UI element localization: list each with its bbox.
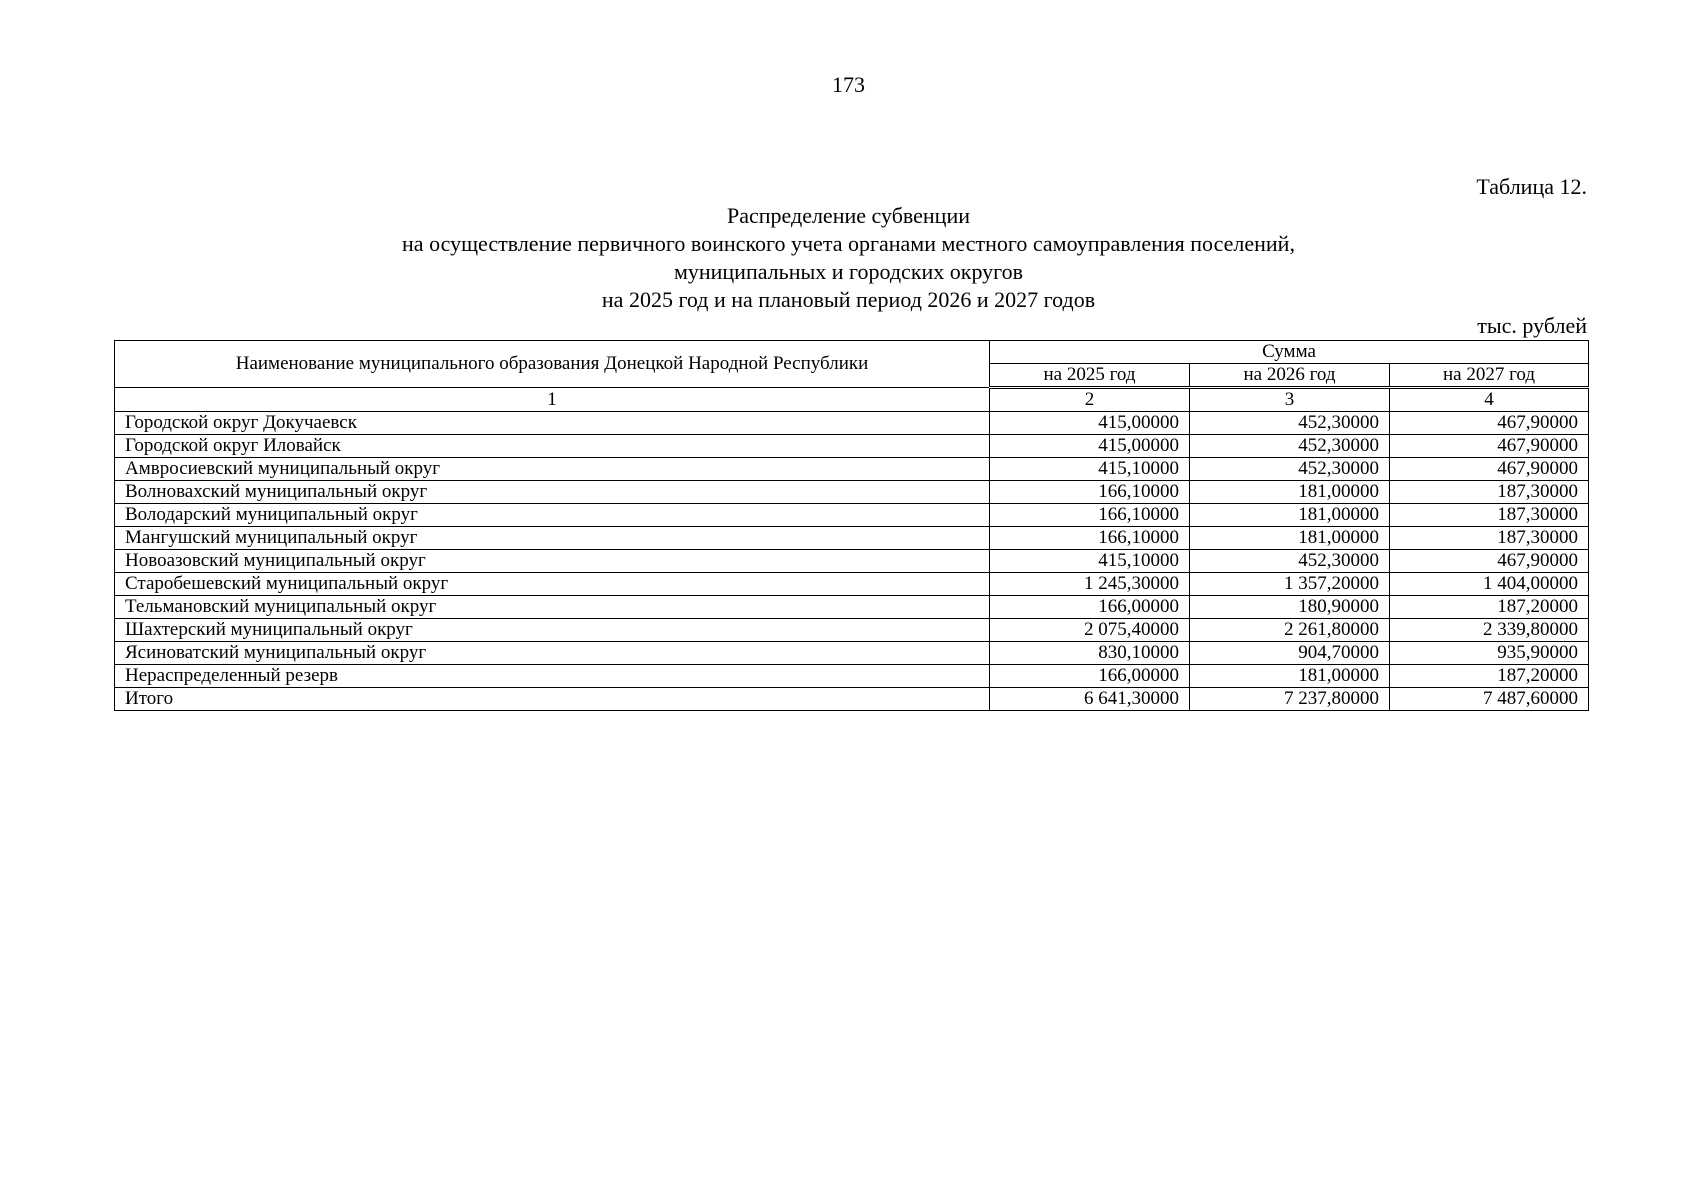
amount-cell: 181,00000 — [1190, 504, 1390, 527]
amount-cell: 7 487,60000 — [1390, 688, 1589, 711]
amount-cell: 181,00000 — [1190, 527, 1390, 550]
amount-cell: 187,30000 — [1390, 504, 1589, 527]
table-row — [115, 481, 1589, 504]
title-line: Распределение субвенции — [726, 203, 971, 228]
table-row — [115, 573, 1589, 596]
column-number: 4 — [1390, 388, 1589, 412]
municipality-name-cell: Нераспределенный резерв — [115, 665, 990, 688]
amount-cell: 415,00000 — [990, 435, 1190, 458]
header-year-2026: на 2026 год — [1190, 364, 1390, 388]
table-row — [115, 688, 1589, 711]
amount-cell: 166,00000 — [990, 665, 1190, 688]
amount-cell: 2 075,40000 — [990, 619, 1190, 642]
amount-cell: 904,70000 — [1190, 642, 1390, 665]
municipality-name-cell: Шахтерский муниципальный округ — [115, 619, 990, 642]
amount-cell: 2 261,80000 — [1190, 619, 1390, 642]
distribution-table-wrapper — [114, 340, 1588, 711]
amount-cell: 467,90000 — [1390, 458, 1589, 481]
municipality-name-cell: Ясиноватский муниципальный округ — [115, 642, 990, 665]
amount-cell: 181,00000 — [1190, 481, 1390, 504]
table-row — [115, 504, 1589, 527]
amount-cell: 187,30000 — [1390, 527, 1589, 550]
amount-cell: 166,00000 — [990, 596, 1190, 619]
amount-cell: 180,90000 — [1190, 596, 1390, 619]
amount-cell: 1 357,20000 — [1190, 573, 1390, 596]
amount-cell: 187,20000 — [1390, 665, 1589, 688]
amount-cell: 467,90000 — [1390, 412, 1589, 435]
amount-cell: 452,30000 — [1190, 412, 1390, 435]
amount-cell: 166,10000 — [990, 527, 1190, 550]
amount-cell: 467,90000 — [1390, 435, 1589, 458]
header-year-2027: на 2027 год — [1390, 364, 1589, 388]
amount-cell: 1 404,00000 — [1390, 573, 1589, 596]
column-number: 2 — [990, 388, 1190, 412]
title-line: на 2025 год и на плановый период 2026 и 2027 годов — [601, 287, 1096, 312]
amount-cell: 935,90000 — [1390, 642, 1589, 665]
title-line: муниципальных и городских округов — [673, 259, 1024, 284]
units-label: тыс. рублей — [1477, 313, 1587, 338]
amount-cell: 415,00000 — [990, 412, 1190, 435]
municipality-name-cell: Новоазовский муниципальный округ — [115, 550, 990, 573]
amount-cell: 7 237,80000 — [1190, 688, 1390, 711]
table-row — [115, 412, 1589, 435]
municipality-name-cell: Володарский муниципальный округ — [115, 504, 990, 527]
table-row — [115, 550, 1589, 573]
amount-cell: 452,30000 — [1190, 458, 1390, 481]
municipality-name-cell: Старобешевский муниципальный округ — [115, 573, 990, 596]
amount-cell: 452,30000 — [1190, 435, 1390, 458]
amount-cell: 1 245,30000 — [990, 573, 1190, 596]
table-row — [115, 435, 1589, 458]
amount-cell: 830,10000 — [990, 642, 1190, 665]
table-row — [115, 619, 1589, 642]
column-number: 1 — [115, 388, 990, 412]
municipality-name-cell: Мангушский муниципальный округ — [115, 527, 990, 550]
amount-cell: 2 339,80000 — [1390, 619, 1589, 642]
header-name: Наименование муниципального образования Донецкой Народной Республики — [115, 341, 990, 388]
municipality-name-cell: Итого — [115, 688, 990, 711]
column-numbers-row — [115, 388, 1589, 412]
amount-cell: 187,30000 — [1390, 481, 1589, 504]
municipality-name-cell: Волновахский муниципальный округ — [115, 481, 990, 504]
table-row — [115, 458, 1589, 481]
amount-cell: 166,10000 — [990, 504, 1190, 527]
amount-cell: 166,10000 — [990, 481, 1190, 504]
municipality-name-cell: Тельмановский муниципальный округ — [115, 596, 990, 619]
table-body — [115, 388, 1589, 711]
column-number: 3 — [1190, 388, 1390, 412]
amount-cell: 467,90000 — [1390, 550, 1589, 573]
municipality-name-cell: Амвросиевский муниципальный округ — [115, 458, 990, 481]
table-row — [115, 642, 1589, 665]
distribution-table — [114, 340, 1589, 711]
amount-cell: 415,10000 — [990, 458, 1190, 481]
header-sum: Сумма — [990, 341, 1589, 364]
amount-cell: 6 641,30000 — [990, 688, 1190, 711]
municipality-name-cell: Городской округ Иловайск — [115, 435, 990, 458]
amount-cell: 181,00000 — [1190, 665, 1390, 688]
table-row — [115, 665, 1589, 688]
table-title — [0, 202, 1697, 314]
page-number: 173 — [832, 72, 865, 97]
title-line: на осуществление первичного воинского учета органами местного самоуправления поселений, — [402, 231, 1295, 256]
header-year-2025: на 2025 год — [990, 364, 1190, 388]
amount-cell: 415,10000 — [990, 550, 1190, 573]
table-row — [115, 527, 1589, 550]
amount-cell: 452,30000 — [1190, 550, 1390, 573]
municipality-name-cell: Городской округ Докучаевск — [115, 412, 990, 435]
amount-cell: 187,20000 — [1390, 596, 1589, 619]
table-label: Таблица 12. — [1476, 174, 1587, 199]
table-row — [115, 596, 1589, 619]
